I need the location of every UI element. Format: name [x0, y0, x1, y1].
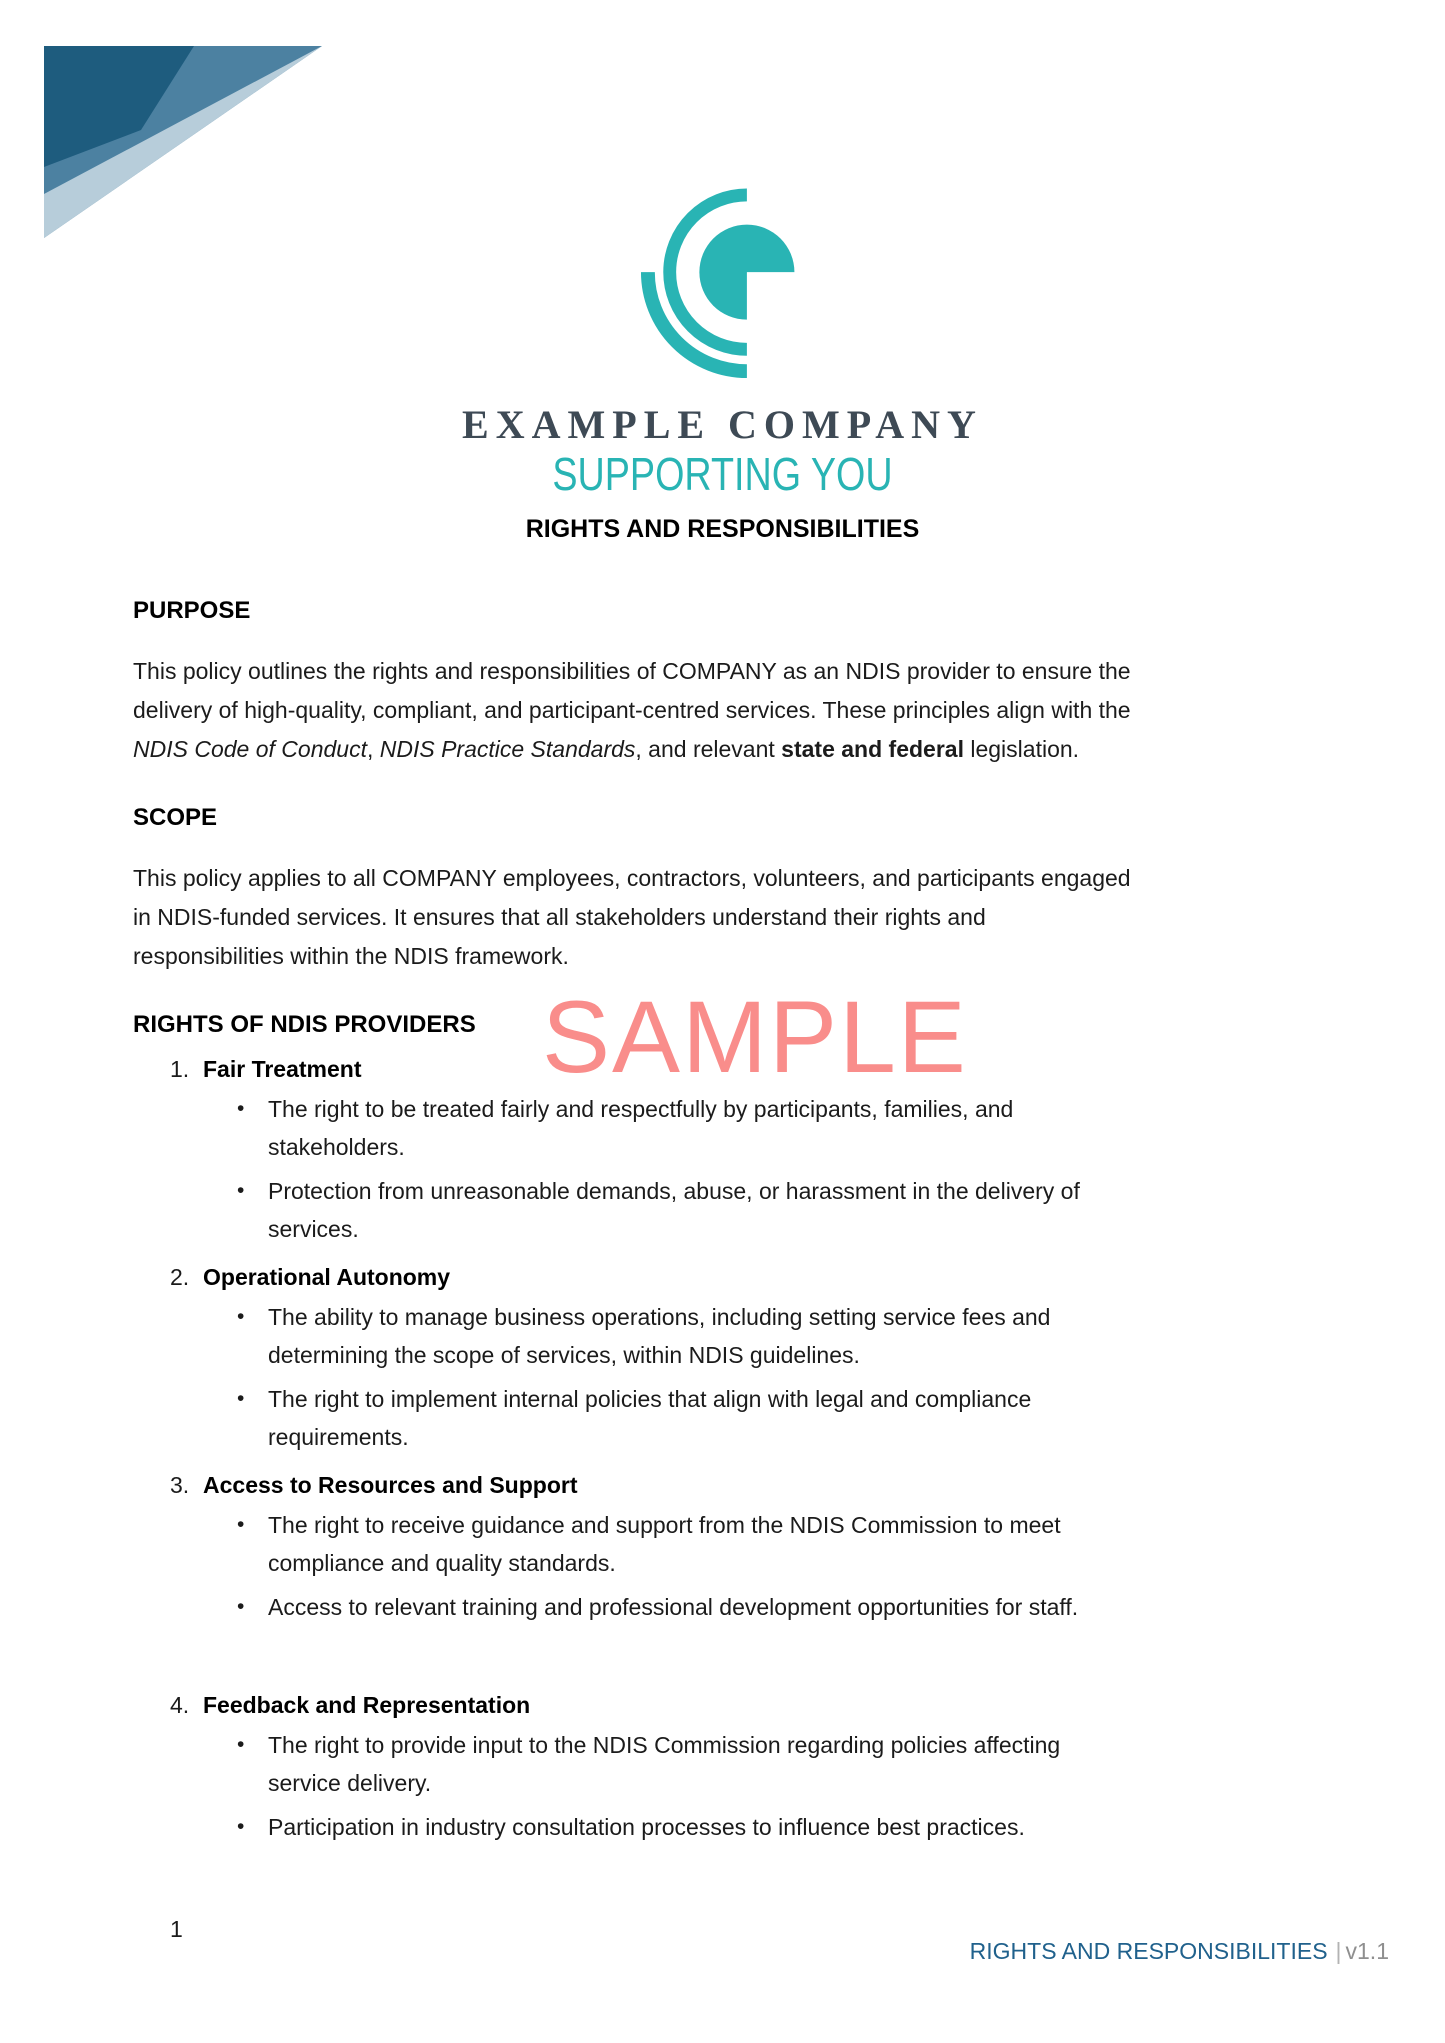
- footer: [970, 1938, 1389, 1964]
- list-item-heading: [170, 1054, 1318, 1084]
- company-tagline-text: SUPPORTING YOU: [552, 448, 893, 500]
- bullet-text: The right to be treated fairly and respectfully by participants, families, and stakeholders.: [268, 1096, 1014, 1160]
- list-item-title: Access to Resources and Support: [203, 1472, 578, 1498]
- bullet-text: The right to implement internal policies that align with legal and compliance requirements.: [268, 1386, 1032, 1450]
- bullet-dot-icon: •: [237, 1097, 245, 1120]
- company-logo-icon: [638, 185, 806, 383]
- purpose-text-bold-state-federal: state and federal: [781, 736, 964, 762]
- bullet-dot-icon: •: [237, 1387, 245, 1410]
- scope-paragraph: This policy applies to all COMPANY employees, contractors, volunteers, and participants engaged in NDIS-funded services. It ensures that all stakeholders understand their rights and responsibilities within the NDIS framework.: [133, 865, 1131, 969]
- bullet-item: [237, 1298, 1318, 1374]
- bullet-dot-icon: •: [237, 1305, 245, 1328]
- footer-version: v1.1: [1345, 1938, 1389, 1964]
- purpose-text-comma: ,: [366, 736, 380, 762]
- company-name: EXAMPLE COMPANY: [462, 402, 983, 447]
- bullet-item: [237, 1090, 1318, 1166]
- bullet-text: The right to provide input to the NDIS Commission regarding policies affecting service delivery.: [268, 1732, 1061, 1796]
- list-item-access-to-resources: [133, 1470, 1318, 1626]
- section-heading-purpose: PURPOSE: [133, 597, 251, 624]
- purpose-text-mid: , and relevant: [635, 736, 782, 762]
- section-heading-rights-of-ndis-providers: RIGHTS OF NDIS PROVIDERS: [133, 1011, 476, 1038]
- company-tagline: [0, 448, 1445, 500]
- bullet-text: The ability to manage business operations, including setting service fees and determining the scope of services, within NDIS guidelines.: [268, 1304, 1051, 1368]
- bullet-item: [237, 1808, 1318, 1846]
- bullet-item: [237, 1588, 1318, 1626]
- list-item-title: Fair Treatment: [203, 1056, 362, 1082]
- purpose-text-italic-code-of-conduct: NDIS Code of Conduct: [133, 736, 367, 762]
- bullet-text: Participation in industry consultation processes to influence best practices.: [268, 1814, 1025, 1840]
- sample-watermark: SAMPLE: [542, 980, 968, 1094]
- bullet-dot-icon: •: [237, 1513, 245, 1536]
- bullet-dot-icon: •: [237, 1733, 245, 1756]
- bullet-item: [237, 1380, 1318, 1456]
- bullet-item: [237, 1726, 1318, 1802]
- bullet-dot-icon: •: [237, 1815, 245, 1838]
- list-item-number: 3.: [170, 1472, 190, 1498]
- list-item-title: Operational Autonomy: [203, 1264, 451, 1290]
- purpose-text-intro: This policy outlines the rights and responsibilities of COMPANY as an NDIS provider to ensure the delivery of high-quality, compliant, and participant-centred services. These principles align with the: [133, 658, 1131, 723]
- list-item-heading: [170, 1470, 1318, 1500]
- page-number: 1: [170, 1916, 183, 1942]
- purpose-text-end: legislation.: [963, 736, 1080, 762]
- footer-doc-title: RIGHTS AND RESPONSIBILITIES: [969, 1938, 1328, 1964]
- bullet-text: The right to receive guidance and support from the NDIS Commission to meet compliance and quality standards.: [268, 1512, 1061, 1576]
- document-title: RIGHTS AND RESPONSIBILITIES: [525, 515, 920, 543]
- purpose-paragraph: [133, 652, 1133, 769]
- list-item-number: 2.: [170, 1264, 190, 1290]
- bullet-text: Protection from unreasonable demands, abuse, or harassment in the delivery of services.: [268, 1178, 1080, 1242]
- purpose-text-italic-practice-standards: NDIS Practice Standards: [379, 736, 636, 762]
- list-item-operational-autonomy: [133, 1262, 1318, 1456]
- bullet-item: [237, 1506, 1318, 1582]
- corner-triangle-decoration: [44, 46, 322, 238]
- bullet-text: Access to relevant training and professional development opportunities for staff.: [268, 1594, 1079, 1620]
- list-item-number: 4.: [170, 1692, 190, 1718]
- list-item-title: Feedback and Representation: [203, 1692, 531, 1718]
- list-item-heading: [170, 1262, 1318, 1292]
- section-heading-scope: SCOPE: [133, 804, 218, 831]
- bullet-item: [237, 1172, 1318, 1248]
- bullet-dot-icon: •: [237, 1179, 245, 1202]
- list-item-feedback-and-representation: [133, 1690, 1318, 1846]
- footer-separator: |: [1335, 1938, 1342, 1964]
- list-item-heading: [170, 1690, 1318, 1720]
- document-body: [133, 596, 1318, 1846]
- list-item-number: 1.: [170, 1056, 190, 1082]
- bullet-dot-icon: •: [237, 1595, 245, 1618]
- list-item-fair-treatment: [133, 1054, 1318, 1248]
